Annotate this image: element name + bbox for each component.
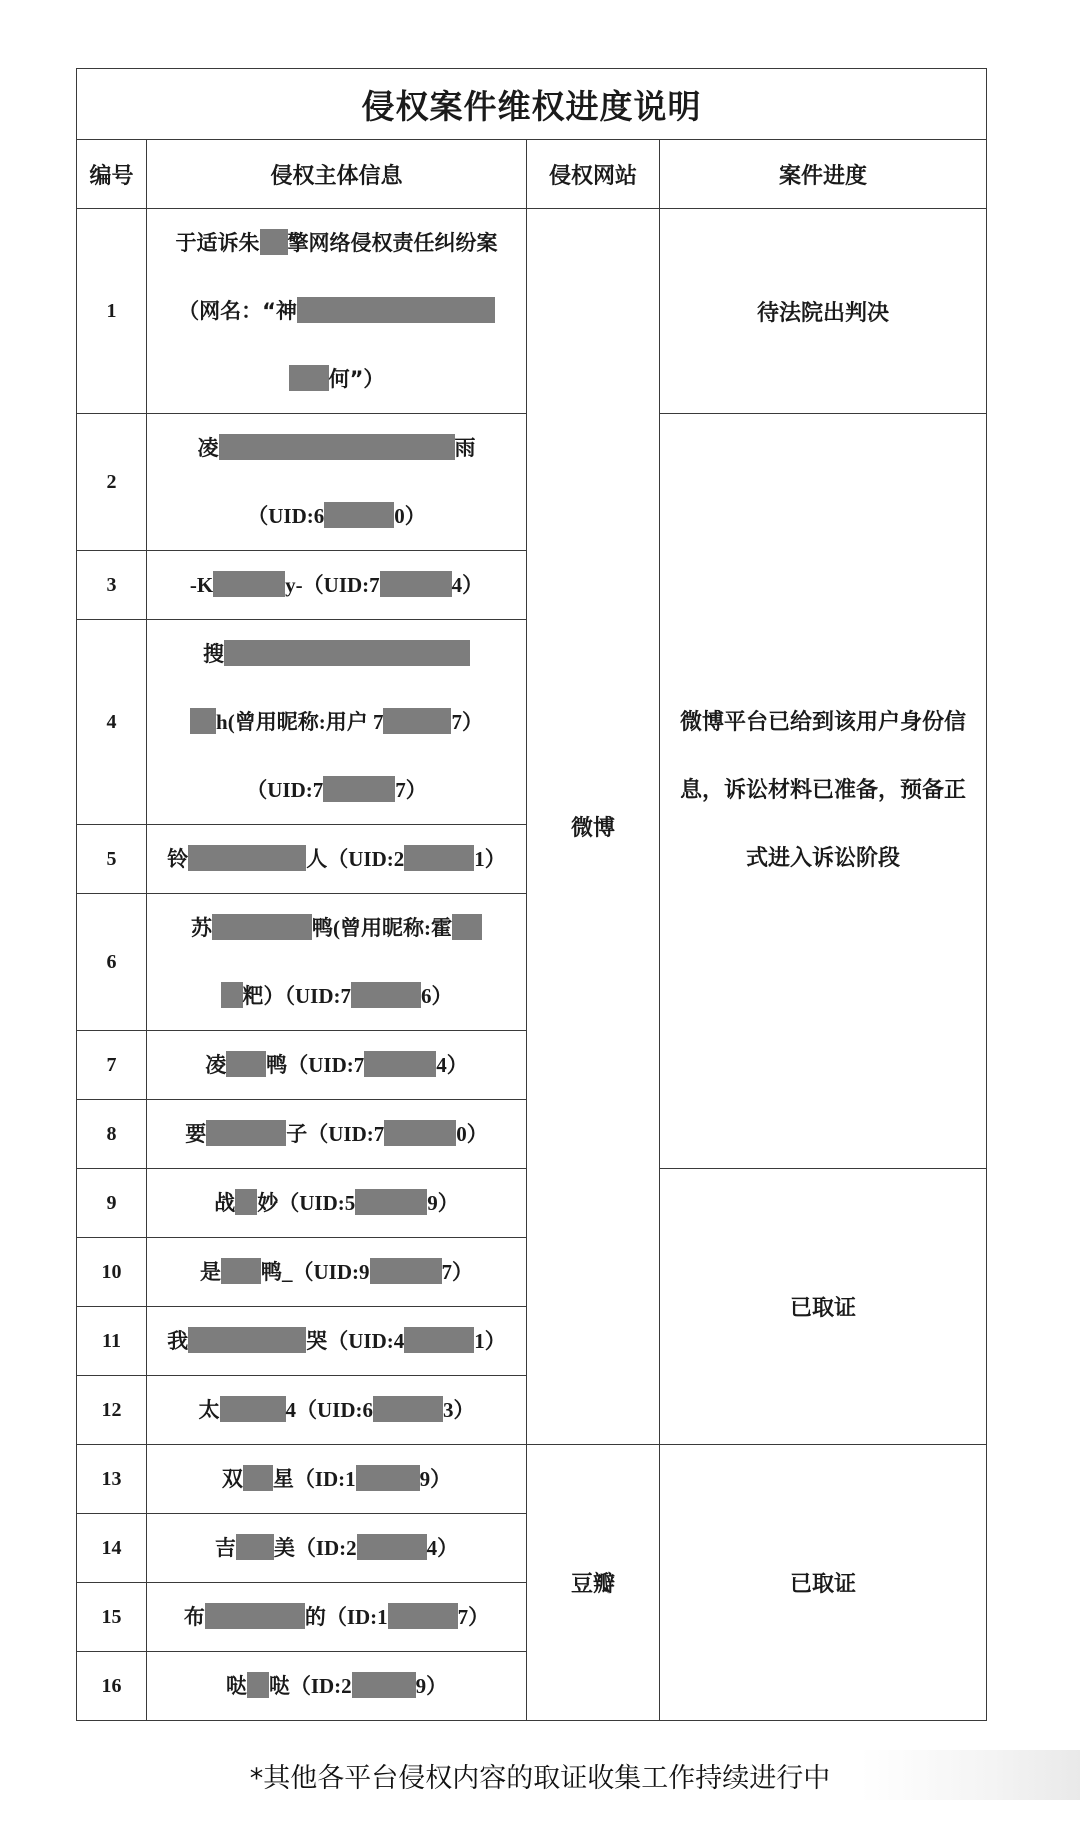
header-num: 编号 bbox=[77, 140, 147, 209]
info-text: 9） bbox=[427, 1191, 459, 1215]
infringer-info bbox=[147, 1583, 527, 1652]
info-text: 3） bbox=[443, 1398, 475, 1422]
header-progress: 案件进度 bbox=[660, 140, 987, 209]
info-text: 星（ID:1 bbox=[272, 1467, 356, 1491]
row-number: 10 bbox=[77, 1238, 147, 1307]
info-text: 7） bbox=[395, 778, 427, 802]
info-text: 6） bbox=[421, 984, 453, 1008]
redaction-block bbox=[388, 1603, 458, 1629]
infringer-info bbox=[147, 1514, 527, 1583]
info-text: 铃 bbox=[167, 847, 189, 871]
redaction-block bbox=[324, 502, 394, 528]
infringer-info bbox=[147, 1445, 527, 1514]
redaction-block bbox=[221, 982, 243, 1008]
table-row bbox=[77, 1445, 987, 1514]
info-text: 7） bbox=[441, 1260, 473, 1284]
infringer-info bbox=[147, 1652, 527, 1721]
redaction-block bbox=[356, 1465, 420, 1491]
redaction-block bbox=[220, 1396, 286, 1422]
row-number: 12 bbox=[77, 1376, 147, 1445]
info-text: 4） bbox=[451, 573, 484, 597]
redaction-block bbox=[235, 1189, 257, 1215]
redaction-block bbox=[212, 914, 312, 940]
redaction-block bbox=[221, 1258, 261, 1284]
site-weibo: 微博 bbox=[527, 209, 660, 1445]
progress-line: 息，诉讼材料已准备，预备正 bbox=[679, 778, 966, 803]
row-number: 3 bbox=[77, 551, 147, 620]
footnote: *其他各平台侵权内容的取证收集工作持续进行中 bbox=[249, 1763, 831, 1794]
infringer-info bbox=[147, 1238, 527, 1307]
info-text: 搜 bbox=[203, 642, 224, 666]
row-number: 5 bbox=[77, 825, 147, 894]
redaction-block bbox=[247, 1672, 269, 1698]
redaction-block bbox=[224, 640, 470, 666]
row-number: 16 bbox=[77, 1652, 147, 1721]
info-text: 子（UID:7 bbox=[286, 1122, 385, 1146]
info-text: 粑）（UID:7 bbox=[242, 984, 351, 1008]
redaction-block bbox=[351, 982, 421, 1008]
redaction-block bbox=[236, 1534, 274, 1560]
redaction-block bbox=[364, 1051, 436, 1077]
info-text: 鸭_（UID:9 bbox=[261, 1260, 370, 1284]
redaction-block bbox=[205, 1603, 305, 1629]
redaction-block bbox=[206, 1120, 286, 1146]
info-text: 哒（ID:2 bbox=[268, 1674, 352, 1698]
info-text: 7） bbox=[451, 710, 483, 734]
redaction-block bbox=[383, 708, 451, 734]
row-number: 15 bbox=[77, 1583, 147, 1652]
infringer-info bbox=[147, 1031, 527, 1100]
infringer-info bbox=[147, 414, 527, 551]
edge-fade bbox=[860, 1750, 1080, 1800]
header-info: 侵权主体信息 bbox=[147, 140, 527, 209]
info-text: 凌 bbox=[205, 1053, 227, 1077]
row-number: 9 bbox=[77, 1169, 147, 1238]
info-text: 9） bbox=[415, 1674, 448, 1698]
info-text: 0） bbox=[394, 504, 426, 528]
progress-line: 微博平台已给到该用户身份信 bbox=[679, 710, 966, 735]
progress-litigation-ready bbox=[660, 414, 987, 1169]
info-text: （UID:7 bbox=[246, 778, 324, 802]
info-text: 鸭(曾用昵称:霍 bbox=[312, 916, 452, 940]
progress-evidence-collected: 已取证 bbox=[660, 1445, 987, 1721]
info-text: 4） bbox=[426, 1536, 459, 1560]
row-number: 8 bbox=[77, 1100, 147, 1169]
info-text: 于适诉朱 bbox=[175, 231, 260, 255]
info-text: 哭（UID:4 bbox=[306, 1329, 405, 1353]
row-number: 14 bbox=[77, 1514, 147, 1583]
row-number: 4 bbox=[77, 620, 147, 825]
infringer-info bbox=[147, 894, 527, 1031]
info-text: 雨 bbox=[454, 436, 476, 460]
redaction-block bbox=[188, 845, 306, 871]
info-text: 鸭（UID:7 bbox=[266, 1053, 365, 1077]
info-text: 要 bbox=[185, 1122, 207, 1146]
info-text: 我 bbox=[167, 1329, 189, 1353]
case-progress-table bbox=[76, 68, 987, 1721]
info-text: y-（UID:7 bbox=[285, 573, 380, 597]
info-text: 4） bbox=[436, 1053, 468, 1077]
info-text: 太 bbox=[198, 1398, 220, 1422]
info-text: 0） bbox=[456, 1122, 488, 1146]
infringer-info bbox=[147, 825, 527, 894]
infringer-info bbox=[147, 1307, 527, 1376]
info-text: 哒 bbox=[225, 1674, 247, 1698]
redaction-block bbox=[452, 914, 482, 940]
info-text: 苏 bbox=[191, 916, 212, 940]
info-text: 7） bbox=[457, 1605, 490, 1629]
row-number: 11 bbox=[77, 1307, 147, 1376]
infringer-info bbox=[147, 551, 527, 620]
row-number: 6 bbox=[77, 894, 147, 1031]
progress-evidence-collected: 已取证 bbox=[660, 1169, 987, 1445]
info-text: 凌 bbox=[197, 436, 219, 460]
redaction-block bbox=[384, 1120, 456, 1146]
redaction-block bbox=[297, 297, 495, 323]
redaction-block bbox=[352, 1672, 416, 1698]
infringer-info bbox=[147, 1169, 527, 1238]
infringer-info bbox=[147, 209, 527, 414]
info-text: 1） bbox=[474, 847, 506, 871]
info-text: 美（ID:2 bbox=[273, 1536, 357, 1560]
redaction-block bbox=[219, 434, 455, 460]
redaction-block bbox=[357, 1534, 427, 1560]
info-text: （网名：“神 bbox=[178, 299, 297, 323]
redaction-block bbox=[289, 365, 329, 391]
redaction-block bbox=[190, 708, 216, 734]
info-text: 9） bbox=[419, 1467, 452, 1491]
site-douban: 豆瓣 bbox=[527, 1445, 660, 1721]
info-text: h(曾用昵称:用户 7 bbox=[216, 710, 384, 734]
header-site: 侵权网站 bbox=[527, 140, 660, 209]
redaction-block bbox=[213, 571, 285, 597]
redaction-block bbox=[380, 571, 452, 597]
info-text: 是 bbox=[200, 1260, 221, 1284]
info-text: 妙（UID:5 bbox=[257, 1191, 356, 1215]
info-text: 布 bbox=[183, 1605, 205, 1629]
redaction-block bbox=[323, 776, 395, 802]
row-number: 1 bbox=[77, 209, 147, 414]
redaction-block bbox=[188, 1327, 306, 1353]
row-number: 7 bbox=[77, 1031, 147, 1100]
info-text: 双 bbox=[221, 1467, 243, 1491]
info-text: 4（UID:6 bbox=[285, 1398, 373, 1422]
redaction-block bbox=[243, 1465, 273, 1491]
info-text: 吉 bbox=[214, 1536, 236, 1560]
progress-awaiting-judgment: 待法院出判决 bbox=[660, 209, 987, 414]
row-number: 13 bbox=[77, 1445, 147, 1514]
info-text: 战 bbox=[214, 1191, 236, 1215]
progress-line: 式进入诉讼阶段 bbox=[745, 846, 900, 871]
redaction-block bbox=[404, 845, 474, 871]
infringer-info bbox=[147, 1100, 527, 1169]
row-number: 2 bbox=[77, 414, 147, 551]
redaction-block bbox=[370, 1258, 442, 1284]
info-text: （UID:6 bbox=[247, 504, 325, 528]
table-row bbox=[77, 209, 987, 414]
info-text: 何”） bbox=[328, 367, 385, 391]
info-text: 1） bbox=[474, 1329, 506, 1353]
redaction-block bbox=[226, 1051, 266, 1077]
redaction-block bbox=[373, 1396, 443, 1422]
infringer-info bbox=[147, 620, 527, 825]
redaction-block bbox=[260, 229, 288, 255]
info-text: 擎网络侵权责任纠纷案 bbox=[287, 231, 498, 255]
info-text: 的（ID:1 bbox=[304, 1605, 388, 1629]
infringer-info bbox=[147, 1376, 527, 1445]
table-title: 侵权案件维权进度说明 bbox=[77, 69, 987, 140]
redaction-block bbox=[404, 1327, 474, 1353]
info-text: 人（UID:2 bbox=[306, 847, 405, 871]
redaction-block bbox=[355, 1189, 427, 1215]
info-text: -K bbox=[189, 573, 214, 597]
